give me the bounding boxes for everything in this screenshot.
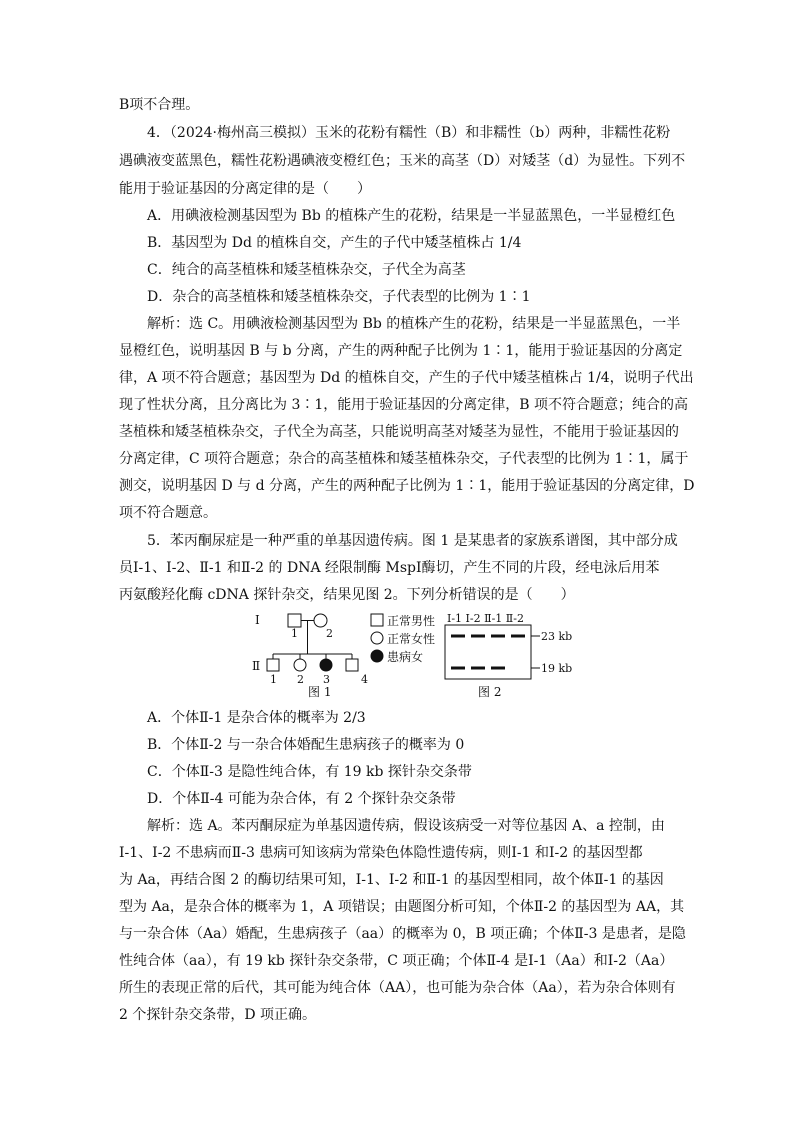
option-c: C．纯合的高茎植株和矮茎植株杂交，子代全为高茎 [147, 262, 466, 278]
text-line: B项不合理。 [119, 97, 200, 113]
question-5-stem: 5．苯丙酮尿症是一种严重的单基因遗传病。图 1 是某患者的家族系谱图，其中部分成 [147, 533, 678, 549]
pedigree-female-2-2 [294, 659, 306, 671]
text-line: 测交，说明基因 D 与 d 分离，产生的两种配子比例为 1∶1，能用于验证基因的分离定律，D [119, 478, 695, 494]
option-a: A．个体Ⅱ-1 是杂合体的概率为 2/3 [147, 710, 366, 726]
option-b: B．基因型为 Dd 的植株自交，产生的子代中矮茎植株占 1/4 [147, 235, 522, 251]
text-line: 显橙红色，说明基因 B 与 b 分离，产生的两种配子比例为 1∶1，能用于验证基因的分离定 [119, 343, 683, 359]
question-4-stem: 4．（2024·梅州高三模拟）玉米的花粉有糯性（B）和非糯性（b）两种，非糯性花粉 [147, 125, 671, 141]
generation-1-label: Ⅰ [255, 613, 260, 627]
legend-male-symbol [371, 614, 383, 626]
text-line: 为 Aa，再结合图 2 的酶切结果可知，Ⅰ-1、Ⅰ-2 和Ⅱ-1 的基因型相同，故个体Ⅱ-1 的基因 [119, 872, 664, 888]
text-line: 律，A 项不符合题意；基因型为 Dd 的植株自交，产生的子代中矮茎植株占 1/4，说明子代出 [119, 370, 694, 386]
figure [240, 610, 573, 700]
text-line: 丙氨酸羟化酶 cDNA 探针杂交，结果见图 2。下列分析错误的是（ ） [119, 587, 575, 603]
label-2-2: 2 [297, 673, 304, 686]
option-d: D．个体Ⅱ-4 可能为杂合体，有 2 个探针杂交条带 [147, 791, 456, 807]
text-line: 型为 Aa，是杂合体的概率为 1，A 项错误；由题图分析可知，个体Ⅱ-2 的基因型为 AA，其 [119, 899, 685, 915]
text-line: 项不符合题意。 [119, 505, 217, 521]
legend-affected-label: 患病女 [387, 650, 424, 664]
gel-box [445, 625, 531, 679]
text-line: 现了性状分离，且分离比为 3∶1，能用于验证基因的分离定律，B 项不符合题意；纯合的高 [119, 397, 689, 413]
pedigree-male-2-1 [267, 659, 279, 671]
figure-1-caption: 图 1 [308, 685, 332, 699]
generation-2-label: Ⅱ [252, 659, 261, 673]
legend-female-symbol [371, 632, 383, 644]
gel-lane-labels: Ⅰ-1 Ⅰ-2 Ⅱ-1 Ⅱ-2 [447, 612, 524, 625]
figure-svg [240, 610, 573, 702]
pedigree-male-1-1 [288, 614, 301, 627]
text-line: 遇碘液变蓝黑色，糯性花粉遇碘液变橙红色；玉米的高茎（D）对矮茎（d）为显性。下列不 [119, 153, 686, 169]
pedigree-affected-female-2-3 [320, 659, 332, 671]
analysis-4: 解析：选 C。用碘液检测基因型为 Bb 的植株产生的花粉，结果是一半显蓝黑色，一半 [147, 316, 681, 332]
pedigree-female-1-2 [314, 614, 327, 627]
band-19-label: 19 kb [541, 662, 573, 675]
legend-female-label: 正常女性 [387, 632, 436, 646]
label-2-3: 3 [323, 673, 330, 686]
text-line: 所生的表现正常的后代，其可能为纯合体（AA），也可能为杂合体（Aa），若为杂合体则有 [119, 980, 676, 996]
band-23-label: 23 kb [541, 630, 573, 643]
option-d: D．杂合的高茎植株和矮茎植株杂交，子代表型的比例为 1∶1 [147, 289, 531, 305]
text-line: 能用于验证基因的分离定律的是（ ） [119, 181, 371, 197]
pedigree-male-2-4 [346, 659, 358, 671]
label-2-4: 4 [361, 673, 368, 686]
option-b: B．个体Ⅱ-2 与一杂合体婚配生患病孩子的概率为 0 [147, 737, 465, 753]
option-c: C．个体Ⅱ-3 是隐性纯合体，有 19 kb 探针杂交条带 [147, 764, 472, 780]
option-a: A．用碘液检测基因型为 Bb 的植株产生的花粉，结果是一半显蓝黑色，一半显橙红色 [147, 208, 676, 224]
legend-affected-symbol [371, 650, 383, 662]
text-line: 分离定律，C 项符合题意；杂合的高茎植株和矮茎植株杂交，子代表型的比例为 1∶1，属于 [119, 451, 689, 467]
text-line: 2 个探针杂交条带，D 项正确。 [119, 1007, 317, 1023]
text-line: 员Ⅰ-1、Ⅰ-2、Ⅱ-1 和Ⅱ-2 的 DNA 经限制酶 MspⅠ酶切，产生不同的片段，经电泳后用苯 [119, 560, 660, 576]
legend-male-label: 正常男性 [387, 614, 436, 628]
text-line: Ⅰ-1、Ⅰ-2 不患病而Ⅱ-3 患病可知该病为常染色体隐性遗传病，则Ⅰ-1 和Ⅰ-2 的基因型都 [119, 845, 643, 861]
figure-2-caption: 图 2 [478, 685, 502, 699]
text-line: 性纯合体（aa），有 19 kb 探针杂交条带，C 项正确；个体Ⅱ-4 是Ⅰ-1（Aa）和Ⅰ-2（Aa） [119, 953, 674, 969]
text-line: 茎植株和矮茎植株杂交，子代全为高茎，只能说明高茎对矮茎为显性，不能用于验证基因的 [119, 424, 679, 440]
text-line: 与一杂合体（Aa）婚配，生患病孩子（aa）的概率为 0，B 项正确；个体Ⅱ-3 是患者，是隐 [119, 926, 686, 942]
label-2-1: 1 [270, 673, 277, 686]
label-1-2: 2 [326, 627, 333, 640]
analysis-5: 解析：选 A。苯丙酮尿症为单基因遗传病，假设该病受一对等位基因 A、a 控制，由 [147, 818, 665, 834]
label-1-1: 1 [291, 627, 298, 640]
